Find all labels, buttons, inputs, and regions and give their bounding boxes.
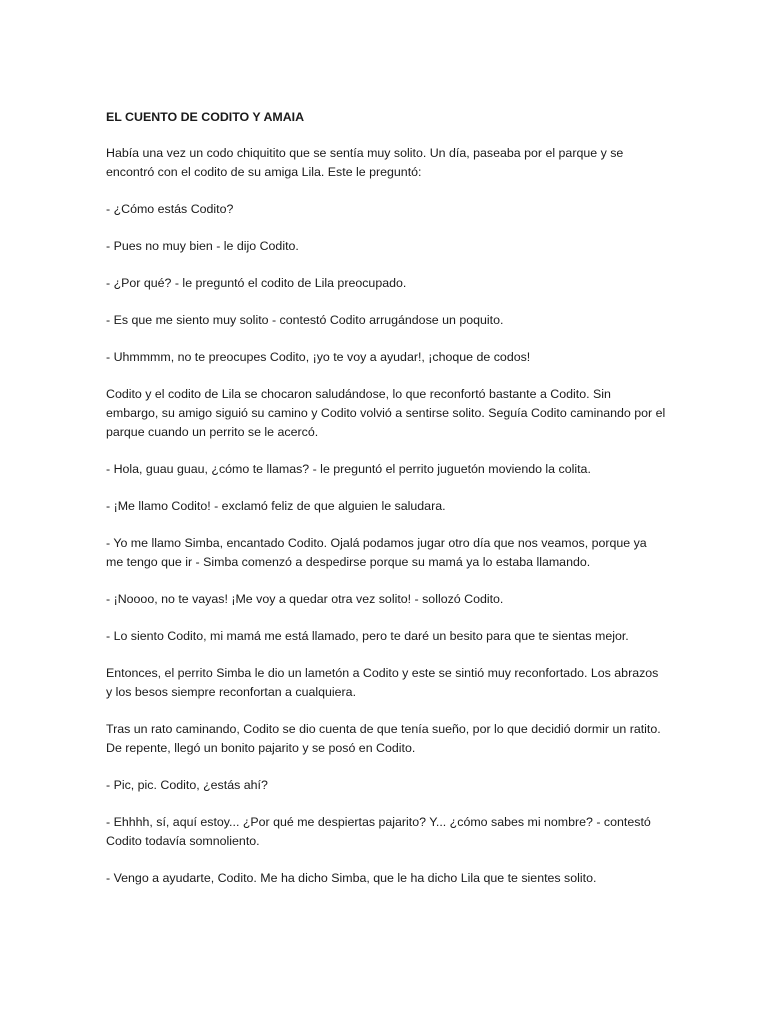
paragraph: Tras un rato caminando, Codito se dio cuenta de que tenía sueño, por lo que decidió dormir un ratito. De repente, llegó un bonito pajarito y se posó en Codito. — [106, 722, 661, 755]
paragraph: Había una vez un codo chiquitito que se sentía muy solito. Un día, paseaba por el parque y se encontró con el codito de su amiga Lila. Este le preguntó: — [106, 146, 624, 179]
paragraph: - Es que me siento muy solito - contestó Codito arrugándose un poquito. — [106, 313, 504, 327]
paragraph: - ¡Me llamo Codito! - exclamó feliz de que alguien le saludara. — [106, 499, 446, 513]
paragraph: - Vengo a ayudarte, Codito. Me ha dicho Simba, que le ha dicho Lila que te sientes solito. — [106, 871, 597, 885]
paragraph: Codito y el codito de Lila se chocaron saludándose, lo que reconfortó bastante a Codito. Sin embargo, su amigo siguió su camino y Codito volvió a sentirse solito. Seguía Codito caminando por el parque cuando un perrito se le acercó. — [106, 387, 666, 439]
document-page — [106, 108, 666, 906]
paragraph: - Ehhhh, sí, aquí estoy... ¿Por qué me despiertas pajarito? Y... ¿cómo sabes mi nombre? - contestó Codito todavía somnoliento. — [106, 815, 651, 848]
paragraph: - ¡Noooo, no te vayas! ¡Me voy a quedar otra vez solito! - sollozó Codito. — [106, 592, 504, 606]
paragraph: Entonces, el perrito Simba le dio un lametón a Codito y este se sintió muy reconfortado. Los abrazos y los besos siempre reconfortan a cualquiera. — [106, 666, 659, 699]
paragraph: - Hola, guau guau, ¿cómo te llamas? - le preguntó el perrito juguetón moviendo la colita. — [106, 462, 591, 476]
paragraph: - Yo me llamo Simba, encantado Codito. Ojalá podamos jugar otro día que nos veamos, porque ya me tengo que ir - Simba comenzó a despedirse porque su mamá ya lo estaba llamando. — [106, 536, 647, 569]
paragraph: - Uhmmmm, no te preocupes Codito, ¡yo te voy a ayudar!, ¡choque de codos! — [106, 350, 531, 364]
paragraph: - Lo siento Codito, mi mamá me está llamado, pero te daré un besito para que te sientas mejor. — [106, 629, 629, 643]
document-title: EL CUENTO DE CODITO Y AMAIA — [106, 110, 305, 124]
paragraph: - ¿Por qué? - le preguntó el codito de Lila preocupado. — [106, 276, 407, 290]
paragraph: - Pic, pic. Codito, ¿estás ahí? — [106, 778, 268, 792]
paragraph: - Pues no muy bien - le dijo Codito. — [106, 239, 299, 253]
paragraph: - ¿Cómo estás Codito? — [106, 202, 234, 216]
